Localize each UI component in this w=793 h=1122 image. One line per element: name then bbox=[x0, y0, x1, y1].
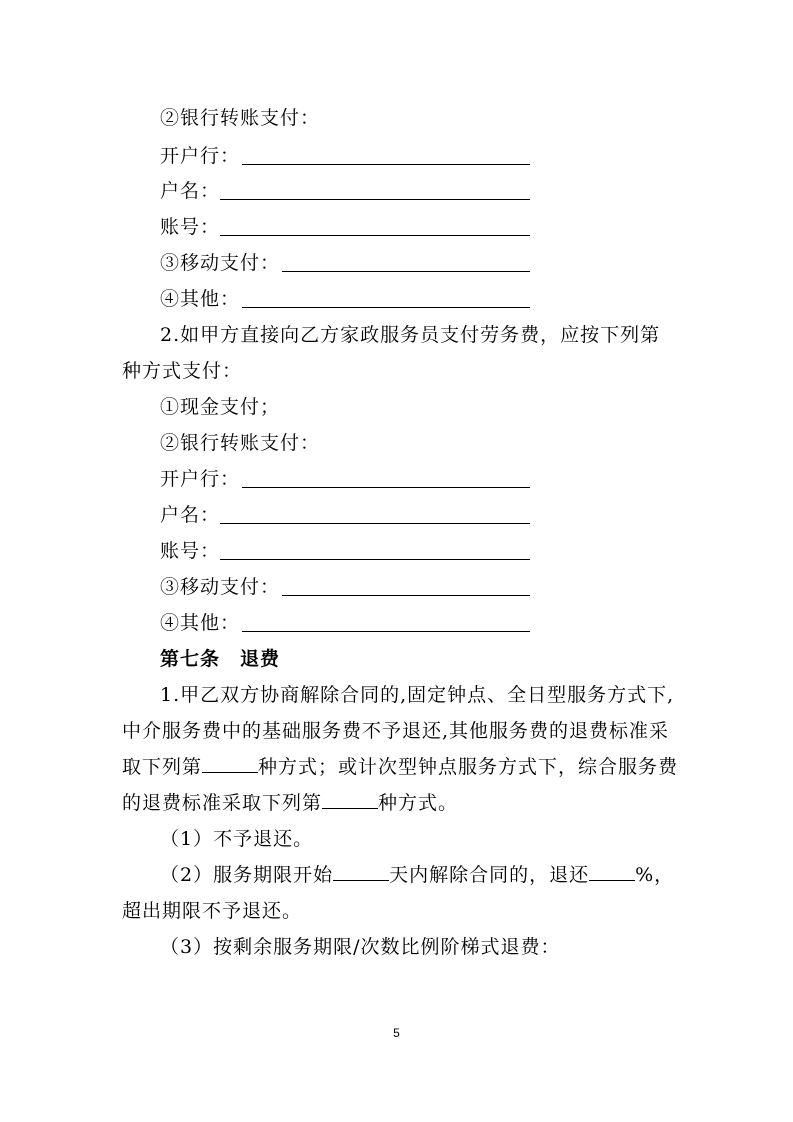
refund-days-blank[interactable] bbox=[333, 862, 389, 881]
refund-option-1: （1）不予退还。 bbox=[160, 828, 314, 850]
refund-method-blank-2[interactable] bbox=[322, 790, 378, 809]
mobile-pay-label-a: ③移动支付： bbox=[160, 252, 281, 274]
article7-p1-line4-a: 的退费标准采取下列第 bbox=[122, 792, 323, 814]
other-pay-field-a[interactable] bbox=[242, 307, 530, 308]
bank-name-label-b: 开户行： bbox=[160, 468, 241, 490]
account-name-field-a[interactable] bbox=[220, 199, 530, 200]
refund-percent-blank[interactable] bbox=[589, 862, 635, 881]
clause2-line2: 种方式支付： bbox=[122, 360, 243, 382]
refund-option-2 bbox=[160, 862, 674, 888]
article7-p1-line2: 中介服务费中的基础服务费不予退还,其他服务费的退费标准采 bbox=[122, 720, 670, 742]
refund-option-3: （3）按剩余服务期限/次数比例阶梯式退费： bbox=[160, 936, 561, 958]
other-pay-label-b: ④其他： bbox=[160, 612, 241, 634]
refund-option-2-b: 天内解除合同的，退还 bbox=[389, 864, 590, 886]
article7-p1-line3 bbox=[122, 754, 678, 780]
article7-p1-line3-b: 种方式；或计次型钟点服务方式下，综合服务费 bbox=[258, 756, 679, 778]
account-name-label-b: 户名： bbox=[160, 504, 221, 526]
account-name-field-b[interactable] bbox=[220, 523, 530, 524]
cash-pay-label: ①现金支付； bbox=[160, 396, 281, 418]
bank-name-field-b[interactable] bbox=[242, 487, 530, 488]
refund-option-2-a: （2）服务期限开始 bbox=[160, 864, 334, 886]
account-no-label-b: 账号： bbox=[160, 540, 221, 562]
other-pay-field-b[interactable] bbox=[242, 631, 530, 632]
article7-p1-line4-b: 种方式。 bbox=[378, 792, 459, 814]
article7-p1-line1: 1.甲乙双方协商解除合同的,固定钟点、全日型服务方式下, bbox=[160, 684, 675, 706]
account-no-field-b[interactable] bbox=[220, 559, 530, 560]
account-no-field-a[interactable] bbox=[220, 235, 530, 236]
mobile-pay-field-b[interactable] bbox=[282, 595, 530, 596]
other-pay-label-a: ④其他： bbox=[160, 288, 241, 310]
bank-name-field-a[interactable] bbox=[242, 164, 530, 165]
account-no-label-a: 账号： bbox=[160, 216, 221, 238]
article7-p1-line4 bbox=[122, 790, 458, 816]
refund-option-2-line2: 超出期限不予退还。 bbox=[122, 900, 303, 922]
bank-transfer-label-b: ②银行转账支付： bbox=[160, 432, 321, 454]
refund-method-blank-1[interactable] bbox=[202, 754, 258, 773]
mobile-pay-field-a[interactable] bbox=[282, 271, 530, 272]
account-name-label-a: 户名： bbox=[160, 180, 221, 202]
bank-transfer-label-a: ②银行转账支付： bbox=[160, 107, 321, 129]
article7-p1-line3-a: 取下列第 bbox=[122, 756, 203, 778]
bank-name-label-a: 开户行： bbox=[160, 145, 241, 167]
refund-option-2-c: %， bbox=[635, 864, 675, 886]
mobile-pay-label-b: ③移动支付： bbox=[160, 576, 281, 598]
page-number: 5 bbox=[393, 1026, 400, 1040]
clause2-line1: 2.如甲方直接向乙方家政服务员支付劳务费，应按下列第 bbox=[160, 324, 661, 346]
article7-heading: 第七条 退费 bbox=[160, 648, 281, 670]
